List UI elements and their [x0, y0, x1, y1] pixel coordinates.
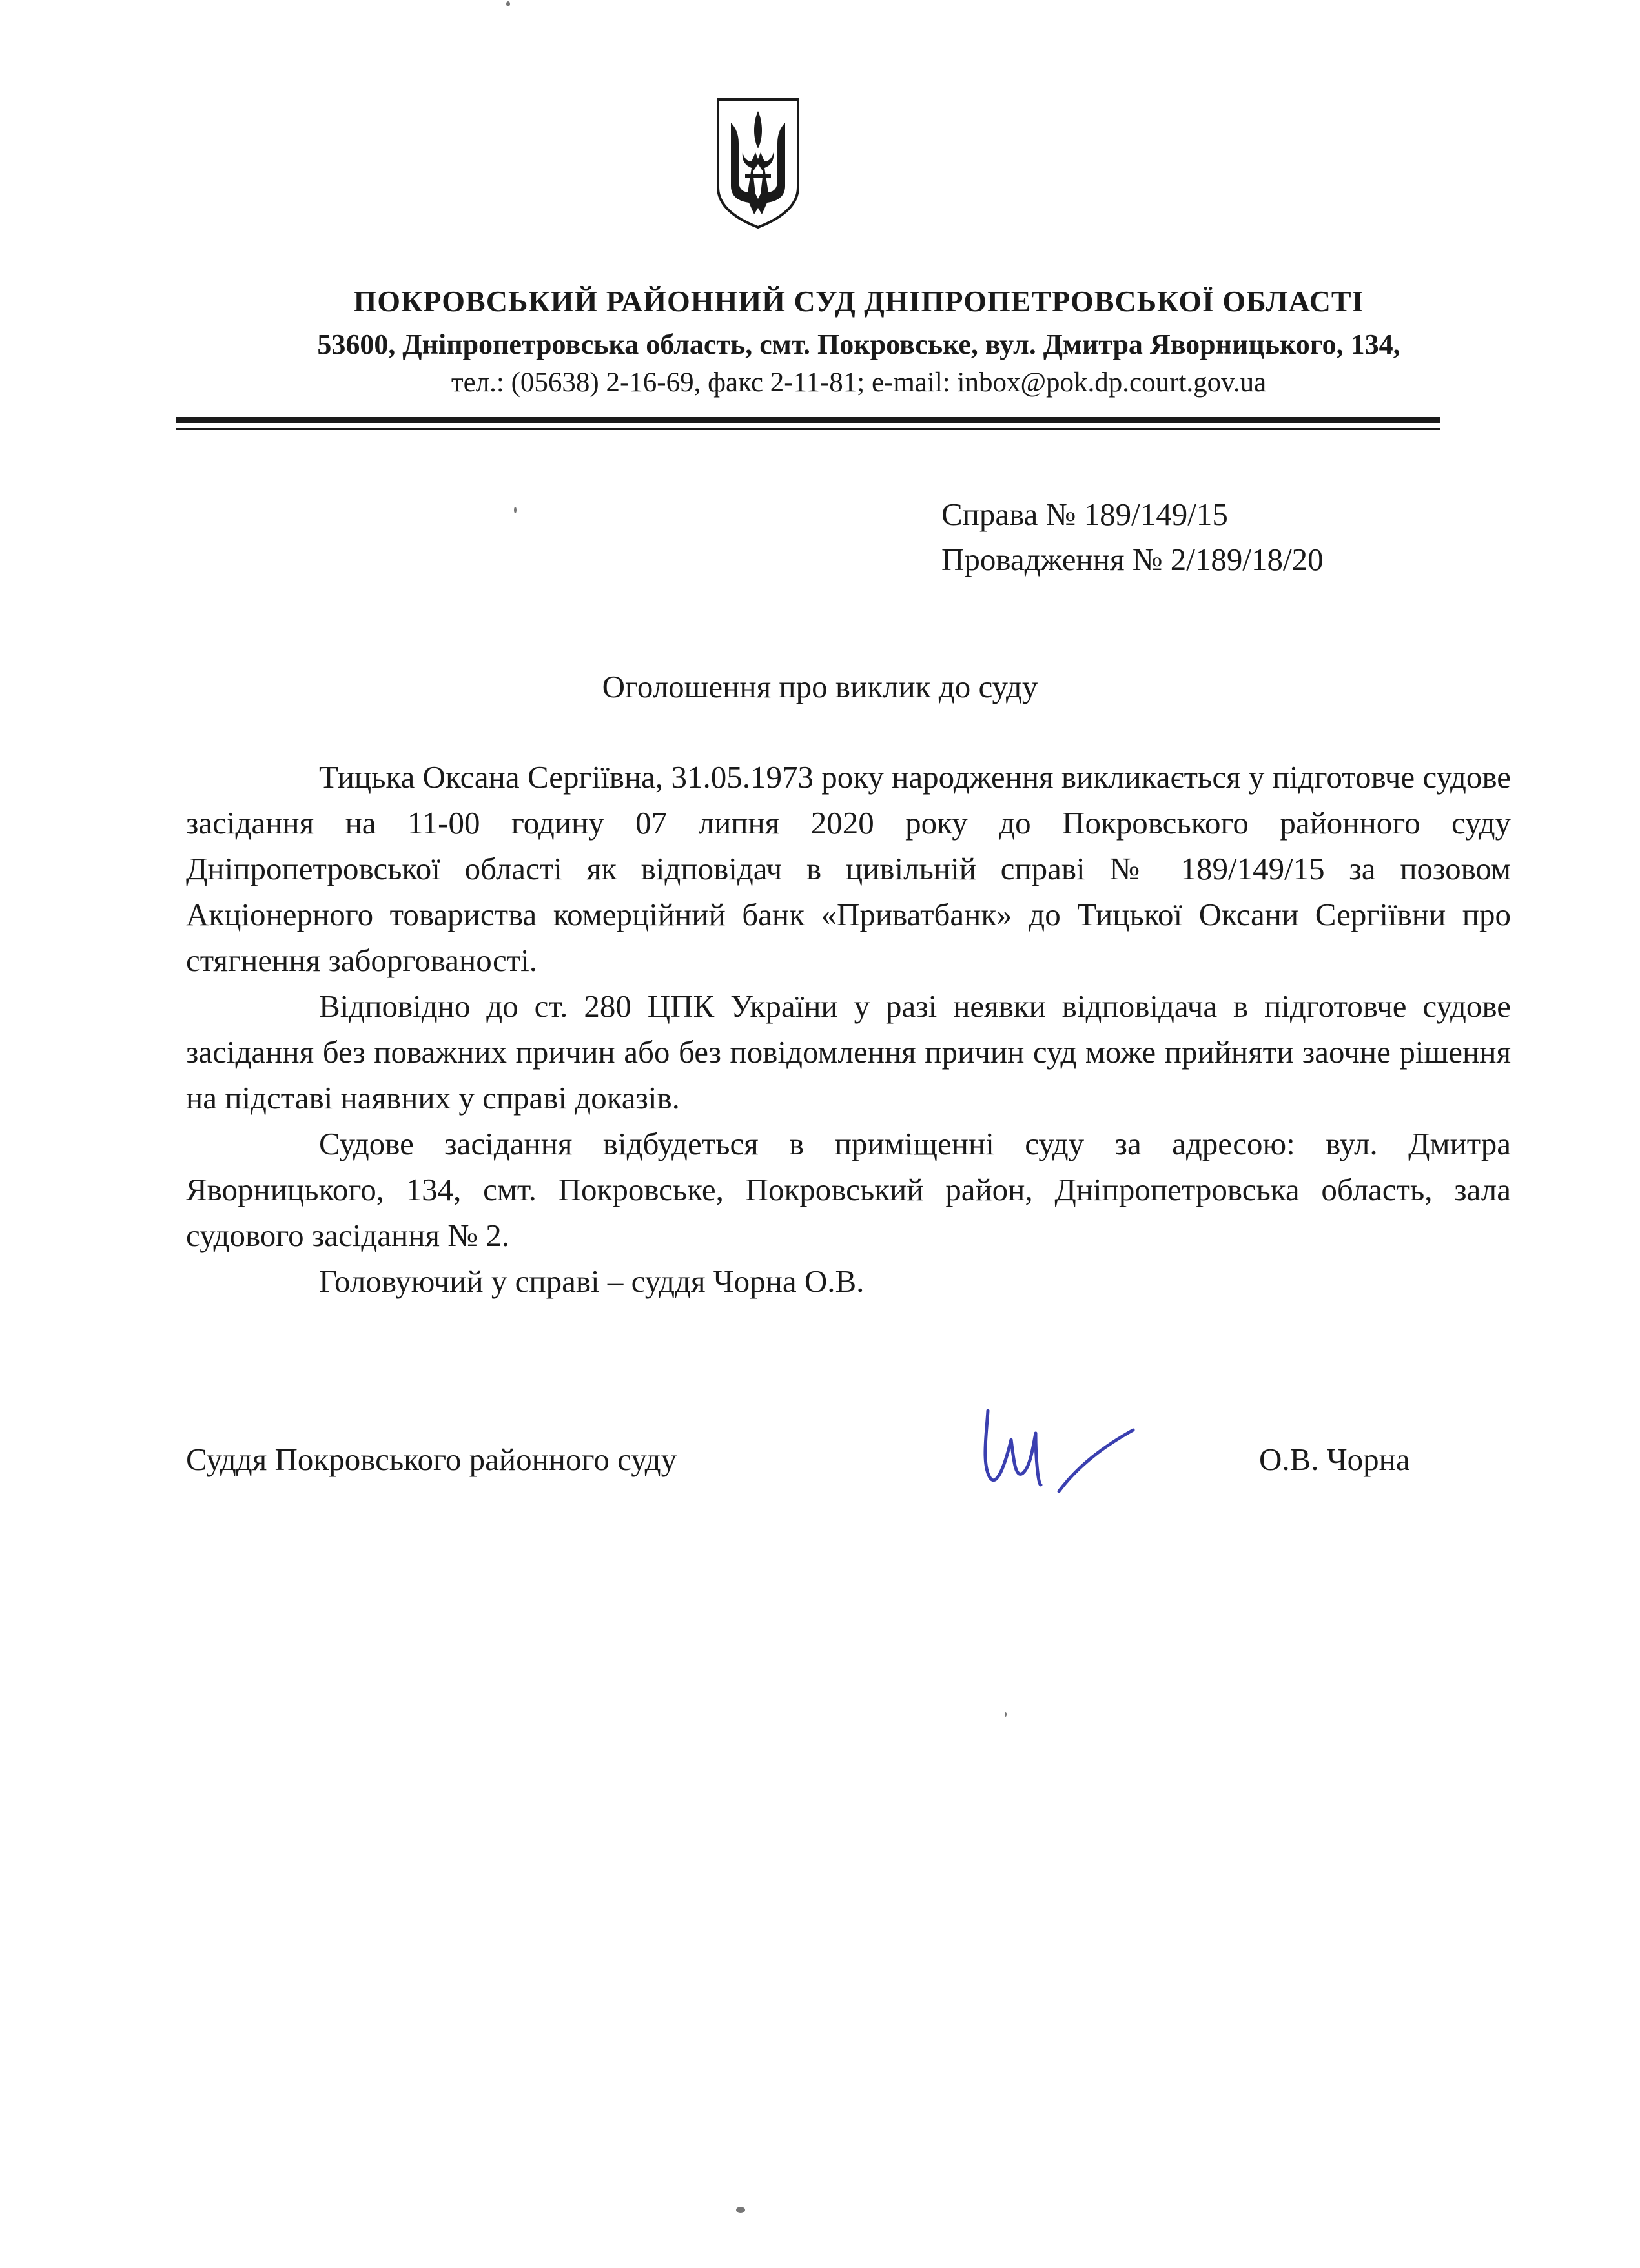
scan-speck: [514, 507, 517, 513]
body-paragraph: Судове засідання відбудеться в приміщенні суду за адресою: вул. Дмитра Яворницького, 134, смт. Покровське, Покровський район, Дніпропетровська область, зала судового засідання № 2.: [186, 1126, 1511, 1253]
body-paragraph: Відповідно до ст. 280 ЦПК України у разі неявки відповідача в підготовче судове засідання без поважних причин або без повідомлення причин суд може прийняти заочне рішення на підставі наявних у справі доказів.: [186, 988, 1511, 1116]
scan-speck: [1005, 1712, 1007, 1717]
body-paragraph: Головуючий у справі – суддя Чорна О.В.: [319, 1263, 865, 1299]
court-address: 53600, Дніпропетровська область, смт. Покровське, вул. Дмитра Яворницького, 134,: [317, 329, 1400, 360]
case-number: Справа № 189/149/15: [941, 496, 1228, 532]
header-divider-thin: [176, 428, 1440, 430]
handwritten-signature: [969, 1395, 1143, 1511]
court-contacts: тел.: (05638) 2-16-69, факс 2-11-81; e-mail: inbox@pok.dp.court.gov.ua: [451, 367, 1267, 398]
court-name: ПОКРОВСЬКИЙ РАЙОННИЙ СУД ДНІПРОПЕТРОВСЬКОЇ ОБЛАСТІ: [353, 285, 1364, 318]
judge-name: О.В. Чорна: [1259, 1442, 1410, 1477]
coat-of-arms-icon: [715, 97, 801, 230]
document-title: Оголошення про виклик до суду: [602, 669, 1038, 704]
header-divider-thick: [176, 417, 1440, 423]
body-paragraph: Тицька Оксана Сергіївна, 31.05.1973 року народження викликається у підготовче судове засідання на 11-00 годину 07 липня 2020 року до Покровського районного суду Дніпропетровської області як відповідач в цивільній справі № 189/149/15 за позовом Акціонерного товариства комерційний банк «Приватбанк» до Тицької Оксани Сергіївни про стягнення заборгованості.: [186, 759, 1511, 978]
scan-speck: [506, 1, 510, 6]
document-body: [186, 754, 1511, 1304]
proceeding-number: Провадження № 2/189/18/20: [941, 542, 1324, 577]
signature-label: Суддя Покровського районного суду: [186, 1442, 677, 1477]
scan-speck: [736, 2207, 745, 2213]
